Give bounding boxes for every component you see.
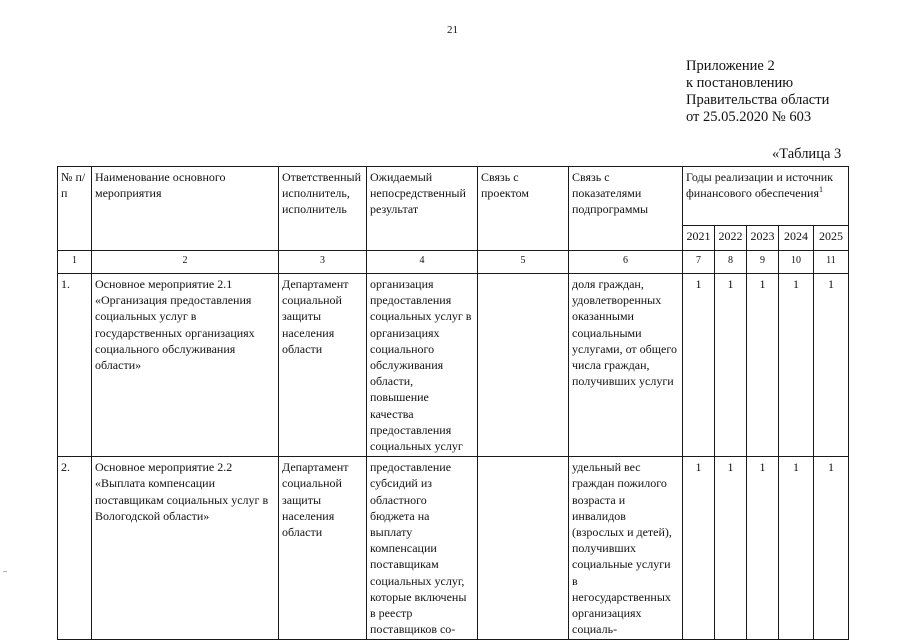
column-number: 3: [279, 251, 367, 274]
column-number: 2: [92, 251, 279, 274]
row-year-value: 1: [814, 274, 849, 457]
row-year-value: 1: [779, 274, 814, 457]
row-num: 1.: [58, 274, 92, 457]
row-year-value: 1: [683, 457, 715, 640]
row-num: 2.: [58, 457, 92, 640]
year-cell: 2024: [779, 226, 814, 251]
row-link-indicators: удельный вес граждан пожилого возраста и инвалидов (взрослых и детей), получивших социальные услуги в негосударственных организациях социаль-: [569, 457, 683, 640]
column-number: 10: [779, 251, 814, 274]
header-link-indicators: Связь с показателями подпрограммы: [569, 167, 683, 251]
row-link-indicators: доля граждан, удовлетворенных оказанными социальными услугами, от общего числа граждан, получивших услуги: [569, 274, 683, 457]
column-number: 9: [747, 251, 779, 274]
column-number-row: [58, 251, 849, 274]
scan-edge-mark: –: [3, 566, 7, 575]
row-year-value: 1: [715, 457, 747, 640]
table-row: [58, 457, 849, 640]
year-cell: 2022: [715, 226, 747, 251]
row-year-value: 1: [715, 274, 747, 457]
year-cell: 2021: [683, 226, 715, 251]
table-caption: «Таблица 3: [772, 146, 842, 162]
header-years-footnote: 1: [818, 185, 823, 195]
year-cell: 2025: [814, 226, 849, 251]
header-link-project: Связь с проектом: [478, 167, 569, 251]
row-expected: предоставление субсидий из областного бюджета на выплату компенсации поставщикам социальных услуг, которые включены в реестр поставщиков со-: [367, 457, 478, 640]
appendix-line: Правительства области: [686, 92, 830, 108]
header-num: № п/п: [58, 167, 92, 251]
table-row: [58, 274, 849, 457]
column-number: 4: [367, 251, 478, 274]
row-link-project: [478, 274, 569, 457]
header-years: [683, 167, 849, 226]
column-number: 1: [58, 251, 92, 274]
header-expected: Ожидаемый непосредственный результат: [367, 167, 478, 251]
column-number: 11: [814, 251, 849, 274]
header-name: Наименование основного мероприятия: [92, 167, 279, 251]
header-row: [58, 167, 849, 226]
row-year-value: 1: [747, 274, 779, 457]
column-number: 8: [715, 251, 747, 274]
appendix-line: от 25.05.2020 № 603: [686, 109, 812, 125]
column-number: 6: [569, 251, 683, 274]
column-number: 7: [683, 251, 715, 274]
row-name: Основное мероприятие 2.1 «Организация предоставления социальных услуг в государственных организациях социального обслуживания области»: [92, 274, 279, 457]
appendix-line: к постановлению: [686, 75, 794, 91]
row-expected: организация предоставления социальных услуг в организациях социального обслуживания области, повышение качества предоставления социальных услуг: [367, 274, 478, 457]
row-name: Основное мероприятие 2.2 «Выплата компенсации поставщикам социальных услуг в Вологодской области»: [92, 457, 279, 640]
row-responsible: Департамент социальной защиты населения области: [279, 457, 367, 640]
header-years-text: Годы реализации и источник финансового обеспечения: [686, 170, 834, 201]
row-link-project: [478, 457, 569, 640]
header-responsible: Ответственный исполнитель, исполнитель: [279, 167, 367, 251]
row-year-value: 1: [747, 457, 779, 640]
row-responsible: Департамент социальной защиты населения области: [279, 274, 367, 457]
row-year-value: 1: [814, 457, 849, 640]
row-year-value: 1: [779, 457, 814, 640]
column-number: 5: [478, 251, 569, 274]
appendix-line: Приложение 2: [686, 58, 775, 74]
appendix-block: [686, 58, 829, 126]
row-year-value: 1: [683, 274, 715, 457]
year-cell: 2023: [747, 226, 779, 251]
page-number: 21: [447, 24, 458, 36]
measures-table: [57, 166, 849, 640]
